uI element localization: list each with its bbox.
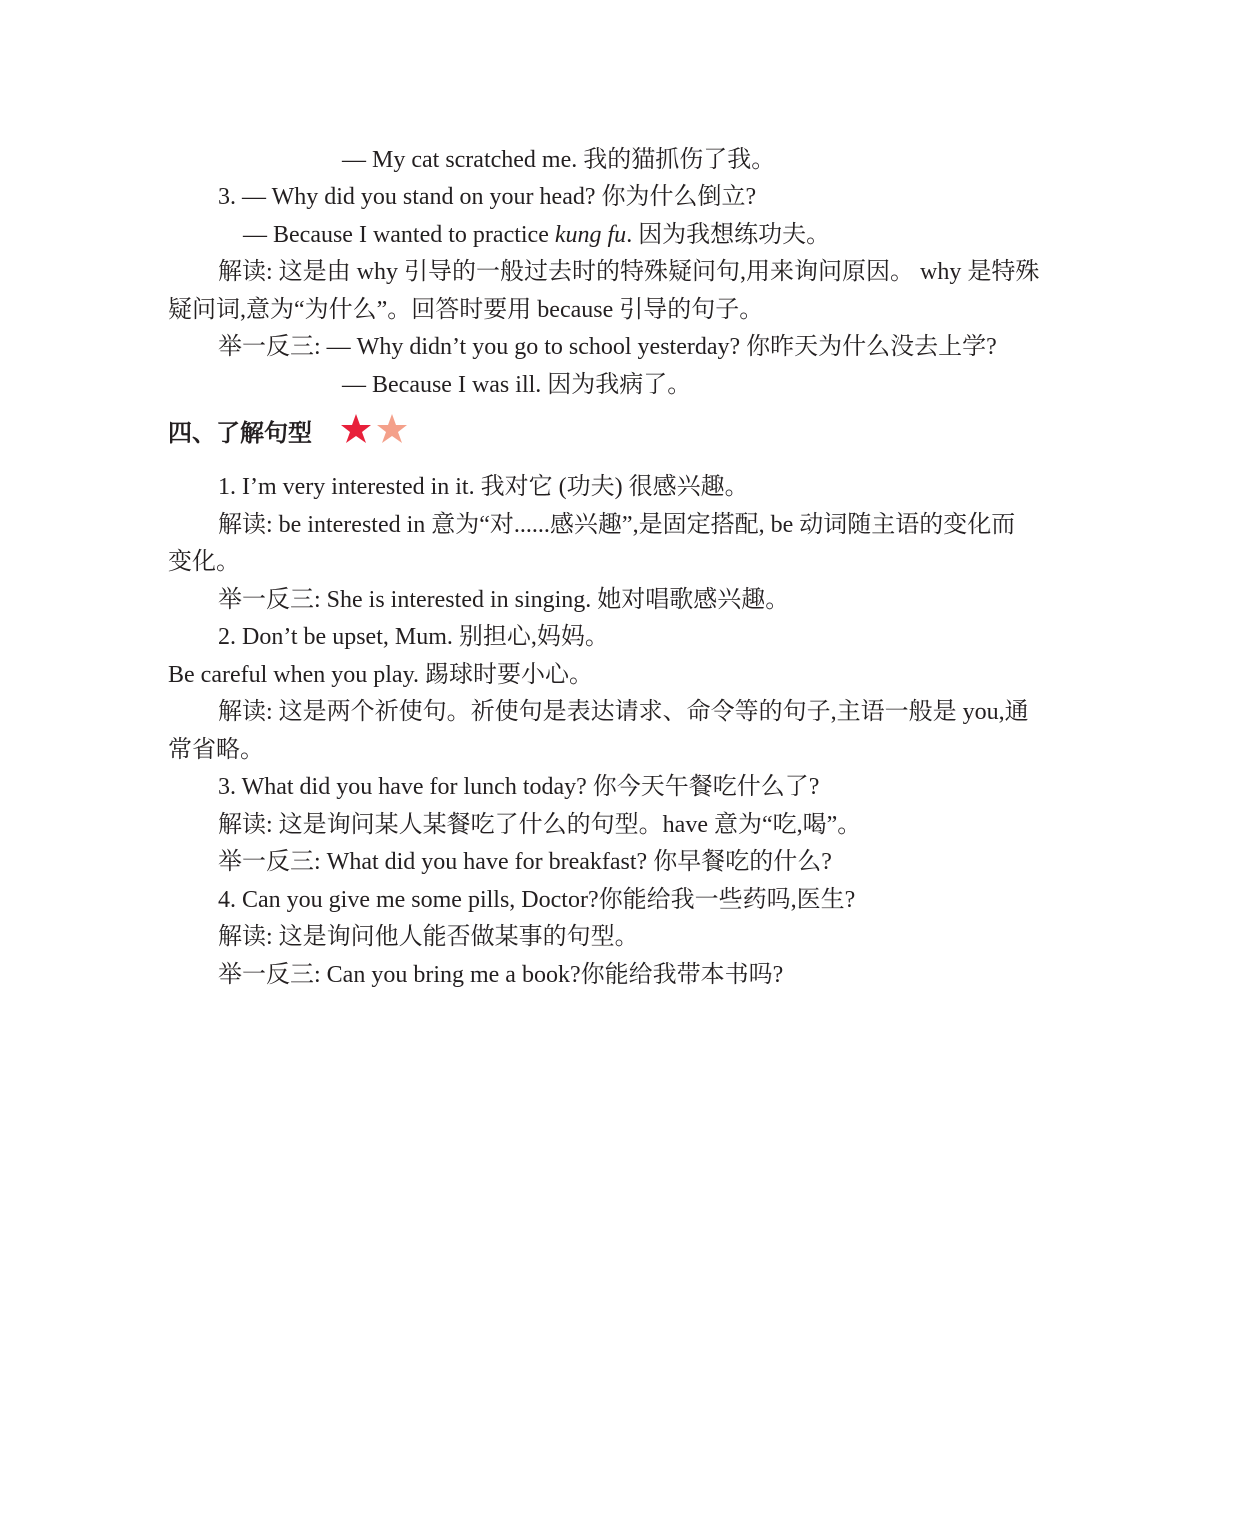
text-line: 举一反三: What did you have for breakfast? 你早餐吃的什么? bbox=[218, 849, 832, 875]
text-line: 解读: 这是由 why 引导的一般过去时的特殊疑问句,用来询问原因。 why 是特殊 bbox=[218, 259, 1040, 285]
star-icon bbox=[341, 414, 371, 443]
text-line: 4. Can you give me some pills, Doctor?你能给我一些药吗,医生? bbox=[218, 887, 856, 913]
text-line: 变化。 bbox=[168, 549, 240, 575]
italic-term: kung fu bbox=[554, 222, 627, 248]
star-icon bbox=[377, 414, 407, 443]
text-line: 3. What did you have for lunch today? 你今天午餐吃什么了? bbox=[218, 774, 820, 800]
text-line: 常省略。 bbox=[168, 737, 264, 763]
text-line: 3. — Why did you stand on your head? 你为什么倒立? bbox=[218, 184, 757, 210]
text-line: — My cat scratched me. 我的猫抓伤了我。 bbox=[342, 147, 776, 173]
text-segment: . 因为我想练功夫。 bbox=[626, 222, 831, 248]
section-heading: 四、了解句型 bbox=[168, 419, 312, 447]
text-line: 解读: 这是询问他人能否做某事的句型。 bbox=[218, 924, 639, 950]
difficulty-stars-icon bbox=[340, 412, 412, 448]
text-line: 解读: 这是两个祈使句。祈使句是表达请求、命令等的句子,主语一般是 you,通 bbox=[218, 699, 1029, 725]
text-line: 解读: 这是询问某人某餐吃了什么的句型。have 意为“吃,喝”。 bbox=[218, 812, 862, 838]
text-segment: — Because I wanted to practice bbox=[243, 222, 555, 248]
text-line: 举一反三: Can you bring me a book?你能给我带本书吗? bbox=[218, 962, 784, 988]
text-line: — Because I was ill. 因为我病了。 bbox=[342, 372, 692, 398]
text-line: 举一反三: — Why didn’t you go to school yesterday? 你昨天为什么没去上学? bbox=[218, 334, 997, 360]
text-line: 解读: be interested in 意为“对......感兴趣”,是固定搭配, be 动词随主语的变化而 bbox=[218, 512, 1016, 538]
text-line: Be careful when you play. 踢球时要小心。 bbox=[168, 662, 594, 688]
text-line: 疑问词,意为“为什么”。回答时要用 because 引导的句子。 bbox=[168, 297, 764, 323]
text-line: 1. I’m very interested in it. 我对它 (功夫) 很感兴趣。 bbox=[218, 474, 749, 500]
text-line: 举一反三: She is interested in singing. 她对唱歌感兴趣。 bbox=[218, 587, 790, 613]
text-line-with-italic bbox=[243, 220, 830, 250]
text-line: 2. Don’t be upset, Mum. 别担心,妈妈。 bbox=[218, 624, 609, 650]
